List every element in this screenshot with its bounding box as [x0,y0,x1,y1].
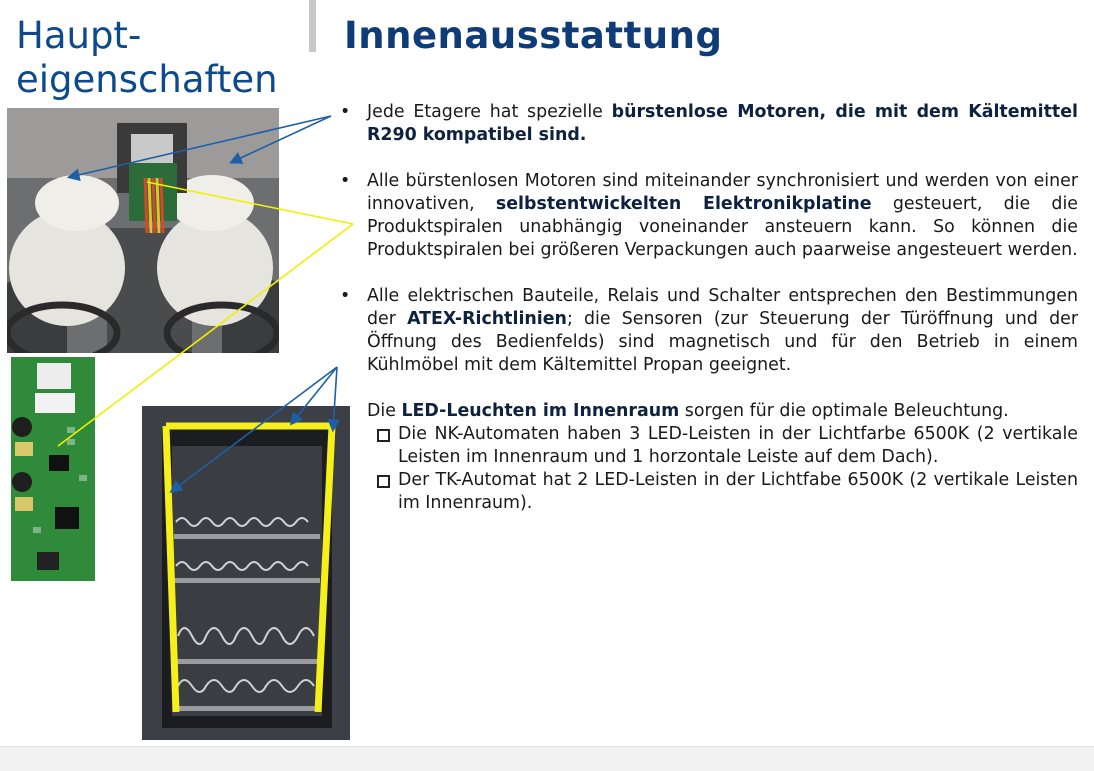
led-item-nk [377,423,1078,469]
section-title-line2: eigenschaften [16,58,278,101]
bullet-symbol: • [340,171,351,191]
led-item-text: Der TK-Automat hat 2 LED-Leisten in der Lichtfabe 6500K (2 vertikale Leisten im Innenraum). [398,470,1078,513]
bullet-text: Jede Etagere hat spezielle [367,102,612,122]
bullet-atex [340,285,1078,377]
bullet-bold: ATEX-Richtlinien [407,309,567,329]
slide-footer [0,746,1094,771]
led-item-tk [377,469,1078,515]
page-title: Innenausstattung [344,14,723,57]
bullet-motors [340,101,1078,147]
led-intro-pre: Die [367,401,402,421]
blue-arrow-lines [70,116,337,491]
bullet-text-post: ; die Sensoren (zur Steuerung der Türöffnung und der Öffnung des Bedienfelds) sind magnetisch und für den Betrieb in einem Kühlmöbel mit dem Kältemittel Propan geeignet. [367,309,1078,375]
bullet-symbol: • [340,286,351,306]
yellow-pointer-lines [58,182,353,446]
content-body [340,101,1078,515]
bullet-text: Alle bürstenlosen Motoren sind miteinander synchronisiert und werden von einer innovativen, [367,171,1078,214]
led-intro-post: sorgen für die optimale Beleuchtung. [679,401,1009,421]
led-intro-bold: LED-Leuchten im Innenraum [401,401,680,421]
bullet-text: Alle elektrischen Bauteile, Relais und Schalter entsprechen den Bestimmungen der [367,286,1078,329]
bullet-text-post: gesteuert, die die Produktspiralen unabhängig voneinander ansteuern kann. So können die Produktspiralen bei größeren Verpackungen auch paarweise angesteuert werden. [367,194,1079,260]
section-title-line1: Haupt- [16,14,142,57]
led-intro [367,400,1078,423]
checkbox-square-icon [377,429,390,442]
bullet-bold: bürstenlose Motoren, die mit dem Kältemittel R290 kompatibel sind. [367,102,1078,145]
bullet-electronics [340,170,1078,262]
led-item-text: Die NK-Automaten haben 3 LED-Leisten in der Lichtfarbe 6500K (2 vertikale Leisten im Innenraum und 1 horzontale Leiste auf dem Dach). [398,424,1078,467]
bullet-bold: selbstentwickelten Elektronikplatine [495,194,872,214]
checkbox-square-icon [377,475,390,488]
bullet-symbol: • [340,102,351,122]
